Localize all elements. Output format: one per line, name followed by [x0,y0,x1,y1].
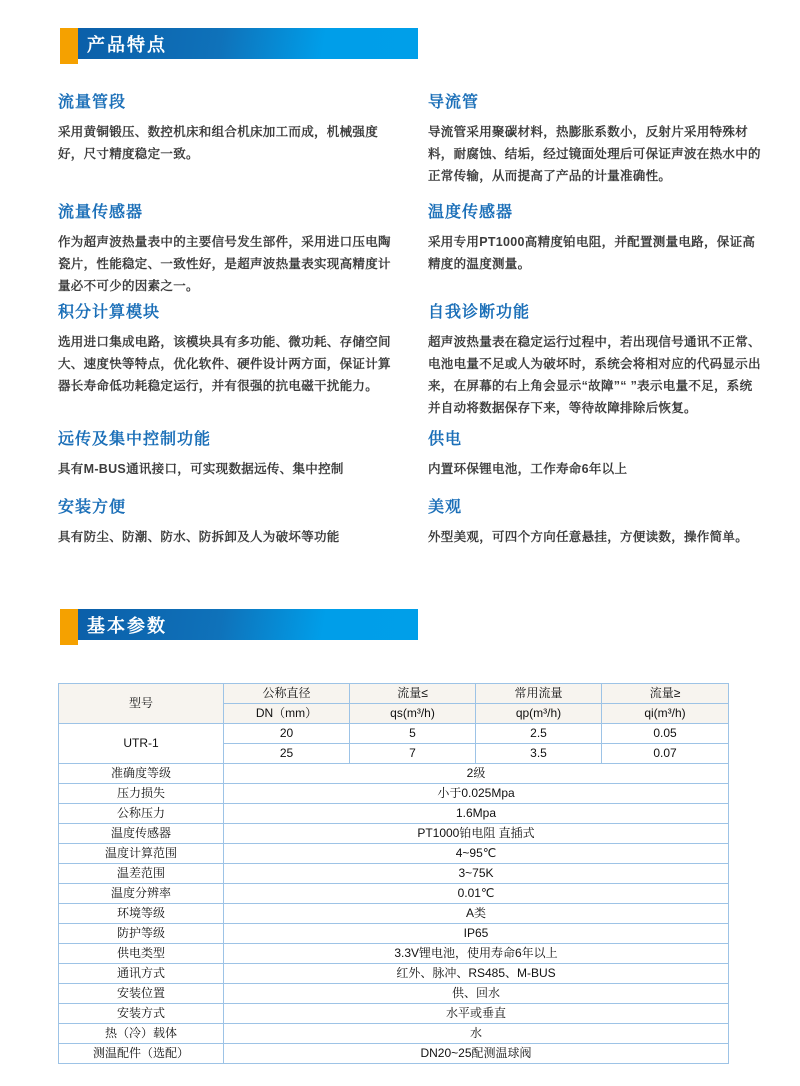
spec-label-cell: 温度传感器 [59,824,224,844]
section-title: 产品特点 [87,34,167,55]
feature-body: 导流管采用聚碳材料，热膨胀系数小，反射片采用特殊材料，耐腐蚀、结垢，经过镜面处理后可保证声波在热水中的正常传输，从而提高了产品的计量准确性。 [428,125,761,183]
spec-row [59,944,729,964]
model-value-cell: 2.5 [476,724,602,744]
spec-label-cell: 热（冷）载体 [59,1024,224,1044]
section-header-product-features [58,28,418,59]
spec-value-cell: 4~95℃ [224,844,729,864]
feature-body: 选用进口集成电路，该模块具有多功能、微功耗、存储空间大、速度快等特点，优化软件、硬件设计两方面，保证计算器长寿命低功耗稳定运行，并有很强的抗电磁干扰能力。 [58,335,391,393]
feature-body: 作为超声波热量表中的主要信号发生部件，采用进口压电陶瓷片，性能稳定、一致性好，是超声波热量表实现高精度计量必不可少的因素之一。 [58,235,391,293]
model-value-cell: 20 [224,724,350,744]
model-value-cell: 25 [224,744,350,764]
blue-gradient-bar [78,28,418,59]
feature-title: 流量管段 [58,94,127,111]
spec-value-cell: PT1000铂电阻 直插式 [224,824,729,844]
model-name-cell: UTR-1 [59,724,224,764]
spec-value-cell: A类 [224,904,729,924]
spec-row [59,864,729,884]
header-col-group: 常用流量 [476,684,602,704]
header-col-unit: DN（mm） [224,704,350,724]
spec-value-cell: 1.6Mpa [224,804,729,824]
feature-title: 导流管 [428,94,480,111]
spec-row [59,804,729,824]
spec-row [59,964,729,984]
feature-title: 流量传感器 [58,204,144,221]
spec-label-cell: 测温配件（选配） [59,1044,224,1064]
model-data-row [59,724,729,744]
spec-value-cell: IP65 [224,924,729,944]
spec-label-cell: 温度计算范围 [59,844,224,864]
spec-row [59,764,729,784]
spec-value-cell: 供、回水 [224,984,729,1004]
spec-label-cell: 公称压力 [59,804,224,824]
spec-value-cell: 水 [224,1024,729,1044]
feature-title: 积分计算模块 [58,304,161,321]
spec-value-cell: 2级 [224,764,729,784]
feature-section [58,299,392,426]
header-col-unit: qs(m³/h) [350,704,476,724]
spec-label-cell: 温差范围 [59,864,224,884]
feature-section [58,89,392,199]
section-title: 基本参数 [87,615,167,636]
spec-value-cell: 0.01℃ [224,884,729,904]
feature-body: 超声波热量表在稳定运行过程中，若出现信号通讯不正常、电池电量不足或人为破坏时，系统会将相对应的代码显示出来，在屏幕的右上角会显示“故障”“ ”表示电量不足，系统并自动将数据保存下来，等待故障排除后恢复。 [428,335,761,415]
feature-title: 供电 [428,431,463,448]
spec-row [59,1044,729,1064]
spec-label-cell: 安装位置 [59,984,224,1004]
spec-label-cell: 通讯方式 [59,964,224,984]
spec-label-cell: 准确度等级 [59,764,224,784]
feature-body: 具有防尘、防潮、防水、防拆卸及人为破坏等功能 [58,530,340,544]
orange-accent-block [60,28,78,64]
blue-gradient-bar [78,609,418,640]
features-grid [58,89,760,548]
spec-row [59,844,729,864]
feature-section [58,426,392,494]
spec-row [59,1024,729,1044]
header-col-group: 流量≥ [602,684,729,704]
spec-label-cell: 安装方式 [59,1004,224,1024]
header-col-unit: qp(m³/h) [476,704,602,724]
header-col-unit: qi(m³/h) [602,704,729,724]
feature-body: 采用黄铜锻压、数控机床和组合机床加工而成，机械强度好，尺寸精度稳定一致。 [58,125,379,161]
feature-body: 外型美观，可四个方向任意悬挂，方便读数，操作简单。 [428,530,749,544]
spec-row [59,1004,729,1024]
spec-row [59,984,729,1004]
spec-value-cell: 小于0.025Mpa [224,784,729,804]
model-value-cell: 5 [350,724,476,744]
spec-row [59,904,729,924]
feature-body: 具有M-BUS通讯接口，可实现数据远传、集中控制 [58,462,344,476]
spec-label-cell: 防护等级 [59,924,224,944]
feature-section [428,494,762,548]
feature-body: 采用专用PT1000高精度铂电阻，并配置测量电路，保证高精度的温度测量。 [428,235,756,271]
feature-title: 自我诊断功能 [428,304,531,321]
feature-section [58,494,392,548]
section-header-basic-parameters [58,609,418,640]
spec-label-cell: 供电类型 [59,944,224,964]
feature-section [428,89,762,199]
spec-value-cell: 红外、脉冲、RS485、M-BUS [224,964,729,984]
spec-value-cell: 3.3V锂电池，使用寿命6年以上 [224,944,729,964]
spec-value-cell: 3~75K [224,864,729,884]
spec-row [59,784,729,804]
spec-row [59,884,729,904]
feature-title: 美观 [428,499,463,516]
spec-label-cell: 环境等级 [59,904,224,924]
model-value-cell: 3.5 [476,744,602,764]
header-model: 型号 [59,684,224,724]
spec-value-cell: DN20~25配测温球阀 [224,1044,729,1064]
spec-label-cell: 温度分辨率 [59,884,224,904]
feature-section [428,426,762,494]
feature-title: 温度传感器 [428,204,514,221]
spec-row [59,924,729,944]
spec-table [58,683,729,1064]
feature-section [58,199,392,299]
header-col-group: 公称直径 [224,684,350,704]
model-value-cell: 0.07 [602,744,729,764]
model-value-cell: 0.05 [602,724,729,744]
spec-row [59,824,729,844]
feature-title: 安装方便 [58,499,127,516]
model-value-cell: 7 [350,744,476,764]
spec-value-cell: 水平或垂直 [224,1004,729,1024]
feature-title: 远传及集中控制功能 [58,431,212,448]
feature-section [428,199,762,299]
orange-accent-block [60,609,78,645]
table-header-row [59,684,729,704]
spec-label-cell: 压力损失 [59,784,224,804]
feature-section [428,299,762,426]
feature-body: 内置环保锂电池，工作寿命6年以上 [428,462,628,476]
header-col-group: 流量≤ [350,684,476,704]
